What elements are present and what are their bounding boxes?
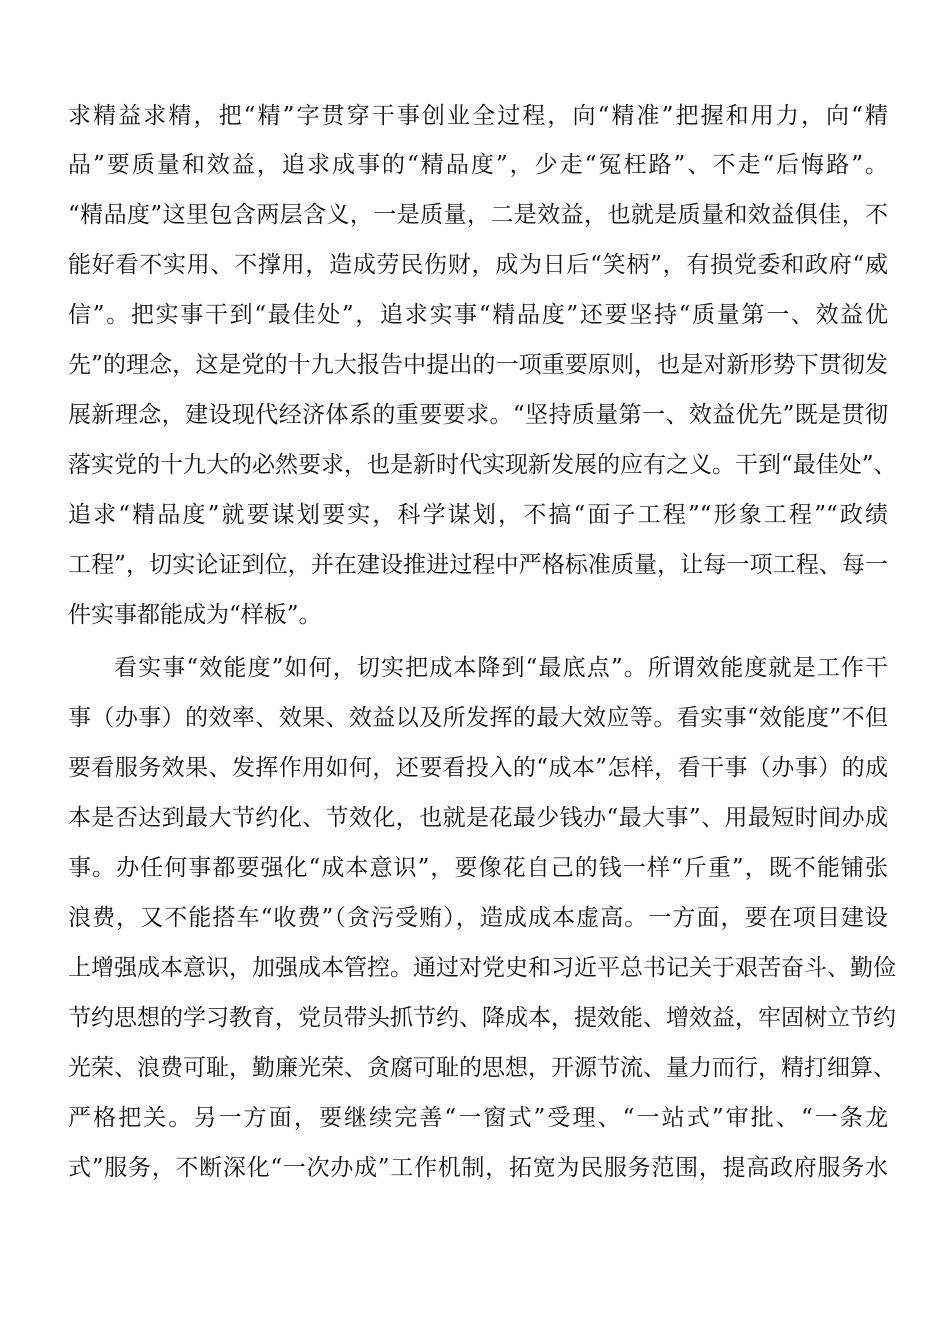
text-line: 看实事“效能度”如何，切实把成本降到“最底点”。所谓效能度就是工作干: [114, 655, 888, 681]
text-line: 本是否达到最大节约化、节效化，也就是花最少钱办“最大事”、用最短时间办成: [68, 805, 888, 831]
text-line: 落实党的十九大的必然要求，也是新时代实现新发展的应有之义。干到“最佳处”、: [68, 452, 897, 478]
text-line: 能好看不实用、不撑用，造成劳民伤财，成为日后“笑柄”，有损党委和政府“威: [68, 252, 888, 278]
text-line: 件实事都能成为“样板”。: [68, 602, 322, 628]
text-line: 先”的理念，这是党的十九大报告中提出的一项重要原则，也是对新形势下贯彻发: [68, 352, 888, 378]
text-line: 浪费，又不能搭车“收费”（贪污受贿），造成成本虚高。一方面，要在项目建设: [68, 905, 888, 931]
text-line: 工程”，切实论证到位，并在建设推进过程中严格标准质量，让每一项工程、每一: [68, 552, 888, 578]
text-line: 追求“精品度”就要谋划要实，科学谋划，不搞“面子工程”“形象工程”“政绩: [68, 502, 888, 528]
text-line: 光荣、浪费可耻，勤廉光荣、贪腐可耻的思想，开源节流、量力而行，精打细算、: [68, 1055, 896, 1081]
text-line: 信”。把实事干到“最佳处”，追求实事“精品度”还要坚持“质量第一、效益优: [68, 302, 888, 328]
text-line: 事。办任何事都要强化“成本意识”，要像花自己的钱一样“斤重”，既不能铺张: [68, 855, 888, 881]
text-line: “精品度”这里包含两层含义，一是质量，二是效益，也就是质量和效益俱佳，不: [68, 202, 888, 228]
text-line: 求精益求精，把“精”字贯穿干事创业全过程，向“精准”把握和用力，向“精: [68, 103, 888, 129]
text-line: 式”服务，不断深化“一次办成”工作机制，拓宽为民服务范围，提高政府服务水: [68, 1155, 888, 1181]
text-line: 展新理念，建设现代经济体系的重要要求。“坚持质量第一、效益优先”既是贯彻: [68, 402, 888, 428]
text-line: 事（办事）的效率、效果、效益以及所发挥的最大效应等。看实事“效能度”不但: [68, 705, 888, 731]
text-line: 要看服务效果、发挥作用如何，还要看投入的“成本”怎样，看干事（办事）的成: [68, 755, 888, 781]
text-line: 上增强成本意识，加强成本管控。通过对党史和习近平总书记关于艰苦奋斗、勤俭: [68, 955, 896, 981]
text-line: 节约思想的学习教育，党员带头抓节约、降成本，提效能、增效益，牢固树立节约: [68, 1005, 896, 1031]
text-line: 严格把关。另一方面，要继续完善“一窗式”受理、“一站式”审批、“一条龙: [68, 1105, 888, 1131]
text-line: 品”要质量和效益，追求成事的“精品度”，少走“冤枉路”、不走“后悔路”。: [68, 152, 888, 178]
